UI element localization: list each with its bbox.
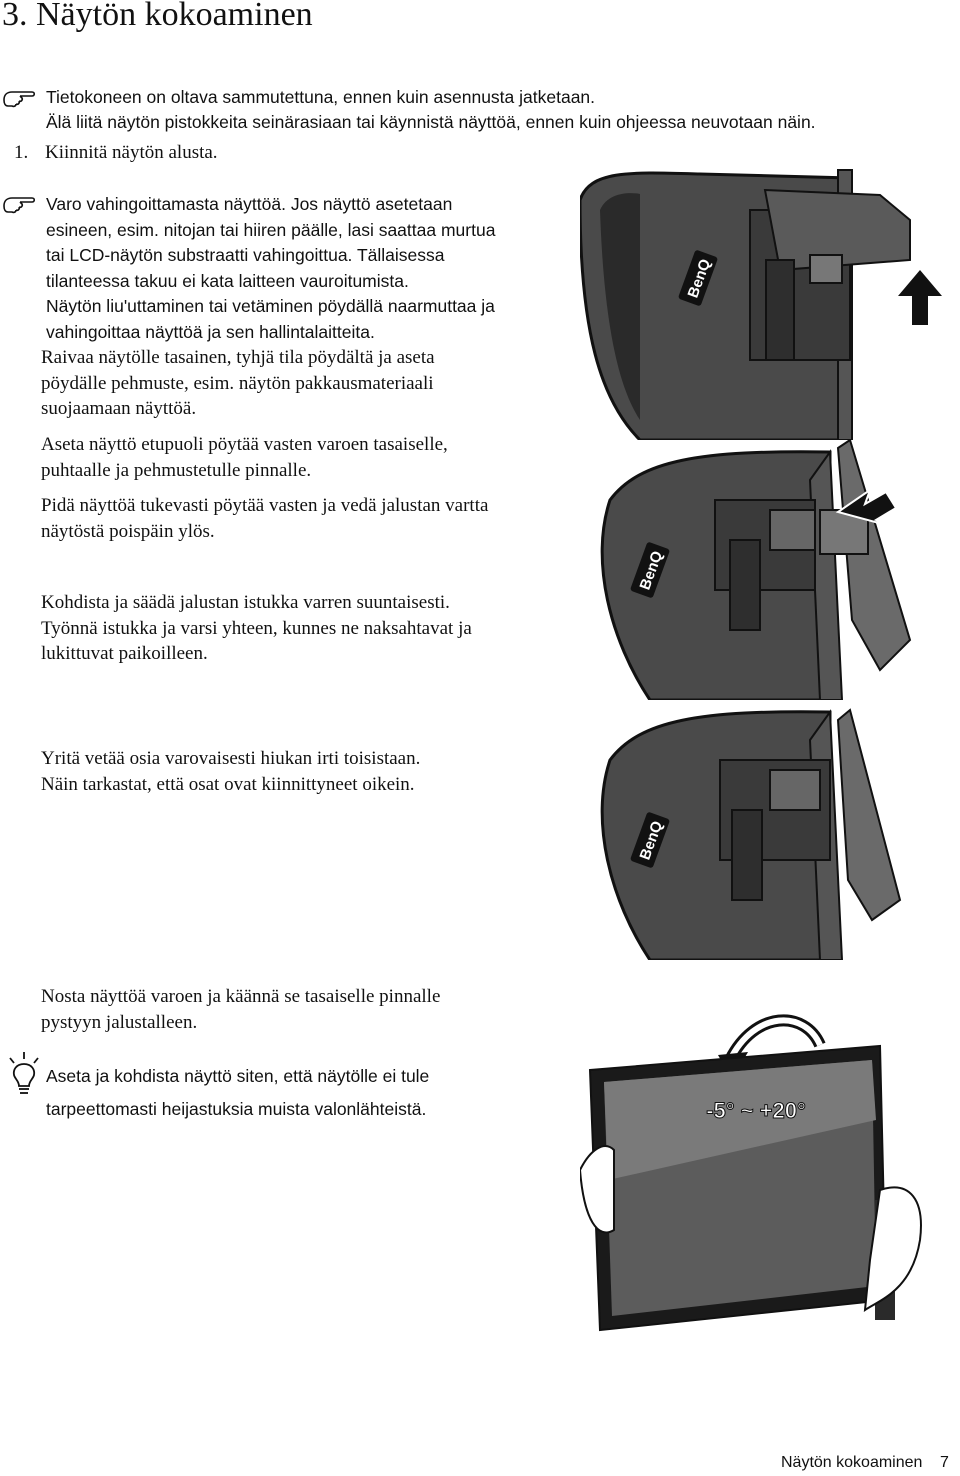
note-line: vahingoittaa näyttöä ja sen hallintalaitteita.	[46, 321, 375, 342]
footer-section: Näytön kokoaminen	[781, 1454, 923, 1471]
instruction-line: Aseta näyttö etupuoli pöytää vasten varoen tasaiselle,	[41, 434, 448, 455]
note-line: tai LCD-näytön substraatti vahingoittua. Tällaisessa	[46, 245, 445, 265]
instruction-line: Kohdista ja säädä jalustan istukka varren suuntaisesti.	[41, 592, 450, 613]
pointing-hand-icon	[2, 192, 38, 214]
brand-logo: BenQ	[636, 818, 667, 863]
instruction-line: Näin tarkastat, että osat ovat kiinnittyneet oikein.	[41, 773, 415, 795]
brand-logo: BenQ	[684, 256, 715, 301]
note-do-not-plug: Älä liitä näytön pistokkeita seinärasiaan tai käynnistä näyttöä, ennen kuin ohjeessa neuvotaan näin.	[46, 112, 816, 132]
figure-stand-attached	[580, 700, 960, 960]
note-power-off: Tietokoneen on oltava sammutettuna, ennen kuin asennusta jatketaan.	[46, 87, 596, 107]
step-number: 1.	[14, 142, 29, 163]
page-number: 7	[940, 1454, 949, 1471]
figure-stand-lift	[580, 160, 960, 440]
tip-line: tarpeettomasti heijastuksia muista valonlähteistä.	[46, 1099, 427, 1119]
instruction-line: Yritä vetää osia varovaisesti hiukan irti toisistaan.	[41, 748, 421, 769]
instruction-line: Raivaa näytölle tasainen, tyhjä tila pöydältä ja aseta	[41, 347, 435, 368]
note-line: esineen, esim. nitojan tai hiiren päälle, lasi saattaa murtua	[46, 219, 496, 240]
page-title: 3. Näytön kokoaminen	[2, 0, 313, 33]
note-line: tilanteessa takuu ei kata laitteen vauroitumista.	[46, 270, 409, 291]
tip-line: Aseta ja kohdista näyttö siten, että näytölle ei tule	[46, 1066, 430, 1086]
light-bulb-icon	[4, 1050, 44, 1096]
tilt-range-label: -5° ~ +20°	[706, 1098, 806, 1123]
pointing-hand-icon	[2, 86, 38, 108]
instruction-line: lukittuvat paikoilleen.	[41, 643, 208, 664]
instruction-line: näytöstä poispäin ylös.	[41, 520, 215, 542]
note-line: Varo vahingoittamasta näyttöä. Jos näyttö asetetaan	[46, 194, 453, 214]
instruction-line: pöydälle pehmuste, esim. näytön pakkausmateriaali	[41, 372, 434, 394]
figure-monitor-upright	[580, 1000, 960, 1340]
step-label: Kiinnitä näytön alusta.	[45, 142, 218, 163]
brand-logo: BenQ	[636, 548, 667, 593]
instruction-line: Nosta näyttöä varoen ja käännä se tasaiselle pinnalle	[41, 986, 441, 1007]
instruction-line: pystyyn jalustalleen.	[41, 1011, 198, 1033]
instruction-line: Työnnä istukka ja varsi yhteen, kunnes ne naksahtavat ja	[41, 617, 472, 639]
instruction-line: puhtaalle ja pehmustetulle pinnalle.	[41, 459, 312, 481]
instruction-line: Pidä näyttöä tukevasti pöytää vasten ja vedä jalustan vartta	[41, 495, 489, 516]
instruction-line: suojaamaan näyttöä.	[41, 398, 197, 419]
figure-stand-attach	[580, 440, 960, 700]
note-line: Näytön liu'uttaminen tai vetäminen pöydällä naarmuttaa ja	[46, 296, 495, 316]
